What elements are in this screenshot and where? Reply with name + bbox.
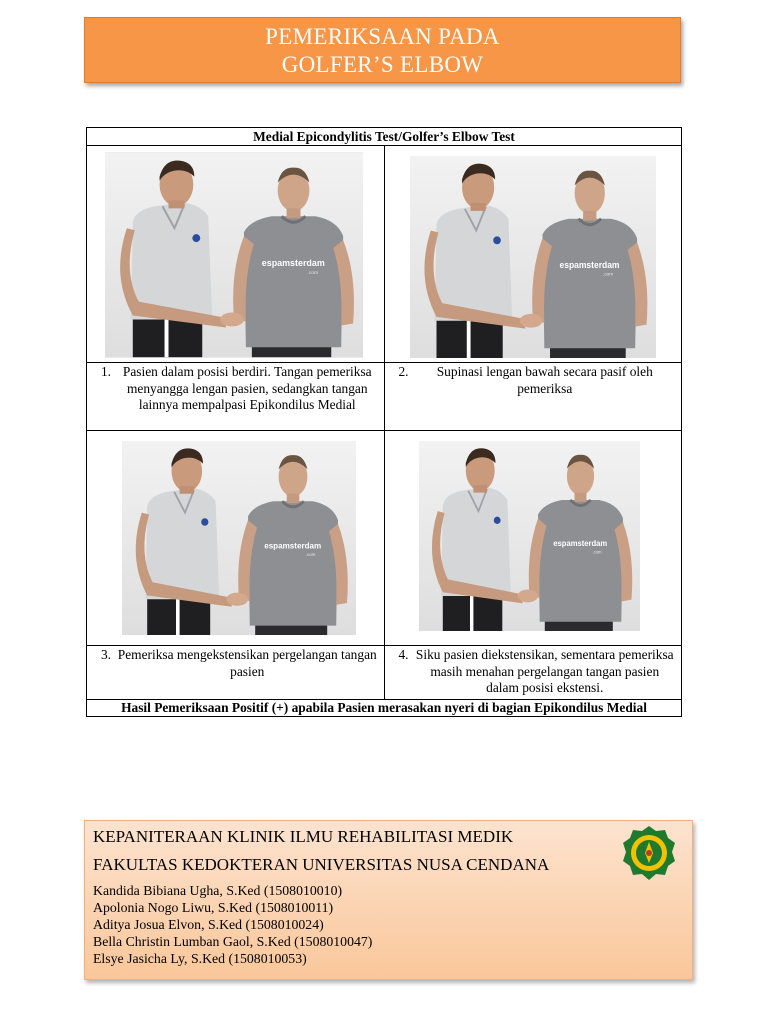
photo-step-4 <box>419 441 640 631</box>
step-4-caption <box>385 646 681 699</box>
title-banner <box>84 17 681 83</box>
member-item: Apolonia Nogo Liwu, S.Ked (1508010011) <box>93 899 334 915</box>
step-2-caption <box>385 363 681 399</box>
photo-step-1 <box>105 152 363 358</box>
photo-step-4-image <box>419 441 640 631</box>
step-2-cell <box>384 363 681 431</box>
university-logo <box>621 825 677 881</box>
footer-box <box>84 820 693 980</box>
member-item: Kandida Bibiana Ugha, S.Ked (1508010010) <box>93 883 343 898</box>
step-3-text: Pemeriksa mengekstensikan pergelangan tangan pasien <box>117 647 377 679</box>
department-title: KEPANITERAAN KLINIK ILMU REHABILITASI MEDIK <box>93 827 514 846</box>
photo-cell-3 <box>87 431 385 646</box>
photo-cell-4 <box>384 431 681 646</box>
step-1-caption <box>87 363 384 416</box>
step-1-text: Pasien dalam posisi berdiri. Tangan pemeriksa menyangga lengan pasien, sedangkan tangan lainnya mempalpasi Epikondilus Medial <box>122 364 372 412</box>
photo-step-3-image <box>122 441 356 635</box>
step-4-text: Siku pasien diekstensikan, sementara pemeriksa masih menahan pergelangan tangan pasien dalam posisi ekstensi. <box>415 647 674 695</box>
title-line-2: GOLFER’S ELBOW <box>281 52 484 77</box>
step-1-number: 1. <box>100 364 111 379</box>
photo-cell-2 <box>384 146 681 363</box>
title-line-1: PEMERIKSAAN PADA <box>265 24 500 49</box>
step-3-number: 3. <box>100 647 111 662</box>
test-table <box>86 127 682 717</box>
step-1-cell <box>87 363 385 431</box>
table-title: Medial Epicondylitis Test/Golfer’s Elbow Test <box>87 128 682 146</box>
faculty-title: FAKULTAS KEDOKTERAN UNIVERSITAS NUSA CENDANA <box>93 855 550 874</box>
photo-step-1-image <box>105 152 363 358</box>
member-item: Bella Christin Lumban Gaol, S.Ked (1508010047) <box>93 933 373 949</box>
photo-step-2 <box>410 156 656 358</box>
photo-step-2-image <box>410 156 656 358</box>
step-4-number: 4. <box>398 647 409 662</box>
result-note: Hasil Pemeriksaan Positif (+) apabila Pasien merasakan nyeri di bagian Epikondilus Medial <box>87 699 682 716</box>
step-3-caption <box>87 646 384 682</box>
step-2-number: 2. <box>398 364 409 379</box>
step-2-text: Supinasi lengan bawah secara pasif oleh pemeriksa <box>436 364 653 396</box>
photo-cell-1 <box>87 146 385 363</box>
member-item: Aditya Josua Elvon, S.Ked (1508010024) <box>93 916 324 932</box>
step-3-cell <box>87 646 385 700</box>
photo-step-3 <box>122 441 356 635</box>
step-4-cell <box>384 646 681 700</box>
member-list <box>93 883 372 968</box>
member-item: Elsye Jasicha Ly, S.Ked (1508010053) <box>93 950 307 966</box>
